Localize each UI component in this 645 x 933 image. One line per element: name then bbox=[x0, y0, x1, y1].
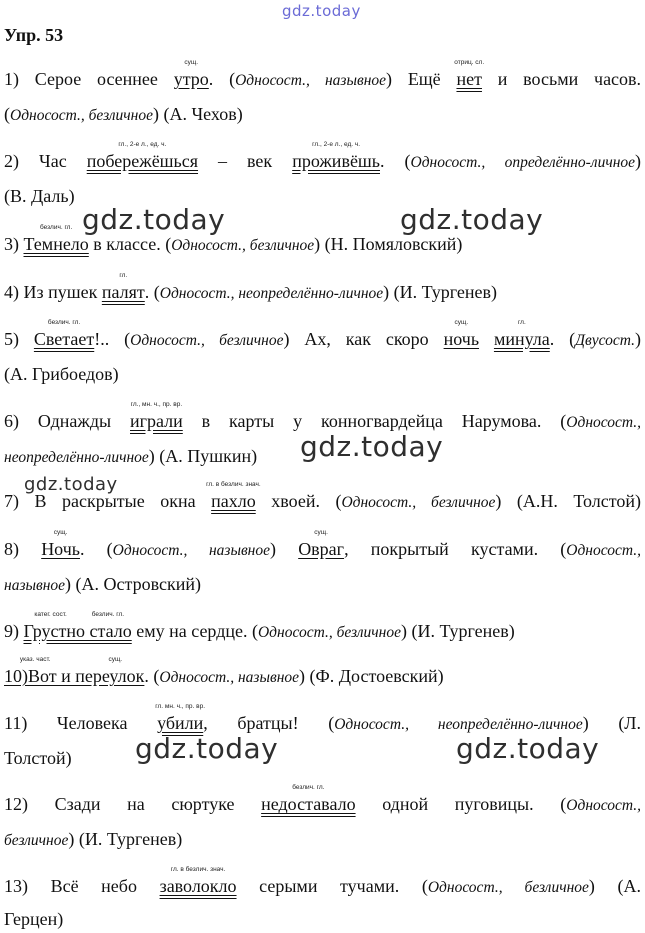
predicate: недоставало bbox=[261, 794, 356, 814]
exercise-title: Упр. 53 bbox=[4, 25, 64, 45]
predicate: заволокло bbox=[159, 876, 237, 896]
item-12-line-2: безличное) (И. Тургенев) bbox=[4, 829, 183, 849]
item-1-line-2: (Односост., безличное) (А. Чехов) bbox=[4, 104, 243, 124]
item-2-line-1: 2) Час гл., 2-е л., ед. ч. побережёшься – век гл., 2-е л., ед. ч. проживёшь. (Односост., определённо-личное) bbox=[4, 141, 642, 171]
predicate: палят bbox=[101, 282, 145, 302]
watermark: gdz.today bbox=[456, 732, 600, 765]
item-8-line-2: назывное) (А. Островский) bbox=[4, 574, 201, 594]
item-11-line-2: Толстой) bbox=[4, 748, 72, 768]
item-13-line-1: 13) Всё небо гл. в безлич. знач. заволокло серыми тучами. (Односост., безличное) (А. bbox=[4, 866, 641, 896]
item-12-line-1: 12) Сзади на сюртуке безлич. гл. недоставало одной пуговицы. (Односост., bbox=[4, 784, 642, 814]
annotation: сущ. bbox=[184, 59, 199, 66]
predicate: пахло bbox=[211, 491, 256, 511]
item-13-line-2: Герцен) bbox=[4, 909, 64, 929]
item-5-line-1: 5) безлич. гл. Светает!.. (Односост., безличное) Ах, как скоро сущ. ночь гл. минула. (Двусост.) bbox=[4, 319, 642, 349]
annotation: отриц. сл. bbox=[454, 59, 485, 66]
predicate: проживёшь bbox=[292, 151, 380, 171]
predicate: убили bbox=[157, 713, 204, 733]
item-5-line-2: (А. Грибоедов) bbox=[4, 364, 119, 384]
item-7: 7) В раскрытые окна гл. в безлич. знач. пахло хвоей. (Односост., безличное) (А.Н. Толстой) bbox=[4, 481, 642, 511]
watermark: gdz.today bbox=[300, 430, 444, 463]
predicate: нет bbox=[456, 69, 482, 89]
predicate: играли bbox=[130, 411, 183, 431]
watermark: gdz.today bbox=[82, 203, 226, 236]
item-3: 3) безлич. гл. Темнело в классе. (Односост., безличное) (Н. Помяловский) bbox=[4, 224, 463, 254]
predicate: Темнело bbox=[23, 234, 89, 254]
item-9: 9) катег. сост. безлич. гл. Грустно стало ему на сердце. (Односост., безличное) (И. Тургенев) bbox=[4, 611, 515, 641]
predicate: Грустно стало bbox=[23, 621, 132, 641]
item-10: указ. част. 10) сущ. Вот и переулок. (Односост., назывное) (Ф. Достоевский) bbox=[4, 656, 444, 686]
item-6-line-2: неопределённо-личное) (А. Пушкин) bbox=[4, 446, 258, 466]
predicate: минула bbox=[493, 329, 550, 349]
subject: Вот и переулок bbox=[28, 666, 145, 686]
watermark: gdz.today bbox=[400, 203, 544, 236]
item-1-line-1: 1) Серое осеннее сущ. утро. (Односост., назывное) Ещё отриц. сл. нет и восьми часов. bbox=[4, 59, 642, 89]
subject: утро bbox=[173, 69, 209, 89]
item-6-line-1: 6) Однажды гл., мн. ч., пр. вр. играли в карты у конногвардейца Нарумова. (Односост., bbox=[4, 401, 642, 431]
subject: Ночь bbox=[41, 539, 80, 559]
item-8-line-1: 8) сущ. Ночь. (Односост., назывное) сущ. Овраг, покрытый кустами. (Односост., bbox=[4, 529, 641, 559]
item-2-line-2: (В. Даль) bbox=[4, 186, 75, 206]
watermark: gdz.today bbox=[24, 474, 118, 495]
watermark-top: gdz.today bbox=[282, 2, 361, 20]
predicate: Светает bbox=[33, 329, 95, 349]
watermark: gdz.today bbox=[135, 732, 279, 765]
subject: ночь bbox=[443, 329, 480, 349]
item-4: 4) Из пушек гл. палят. (Односост., неопределённо-личное) (И. Тургенев) bbox=[4, 272, 497, 302]
subject: Овраг bbox=[298, 539, 345, 559]
item-11-line-1: 11) Человека гл. мн. ч., пр. вр. убили, братцы! (Односост., неопределённо-личное) (Л. bbox=[4, 703, 642, 733]
predicate: побережёшься bbox=[86, 151, 199, 171]
